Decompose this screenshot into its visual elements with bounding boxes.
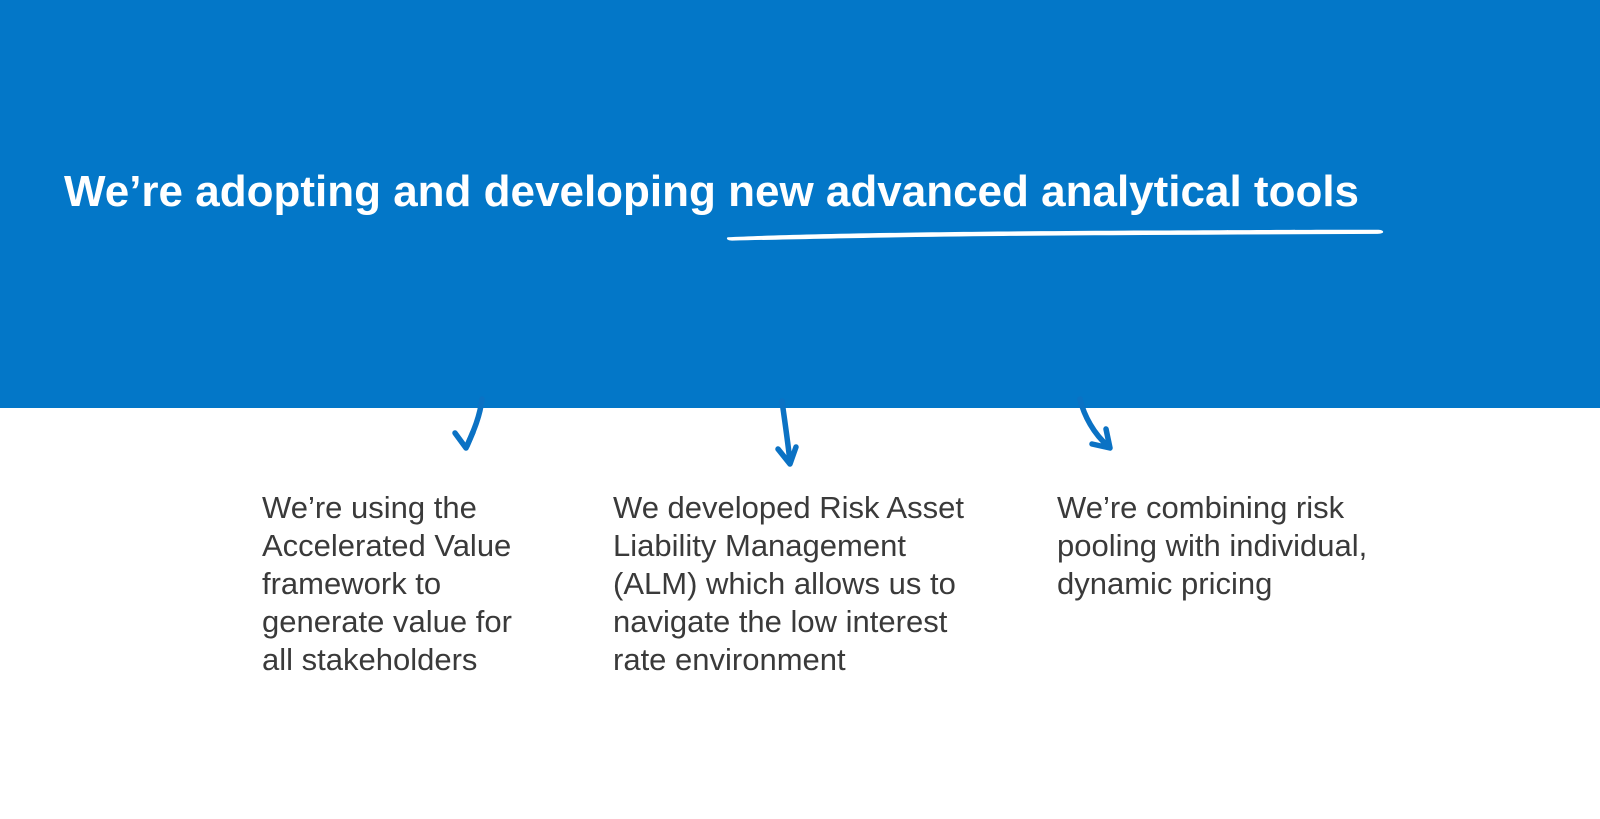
down-arrow-middle-icon [768,398,804,472]
hand-drawn-underline [722,226,1387,242]
title-underlined-phrase [728,164,1359,220]
slide-title [64,164,1359,220]
card-accelerated-value: We’re using the Accelerated Value framework to generate value for all stakeholders [262,490,512,677]
card-risk-pooling: We’re combining risk pooling with individual, dynamic pricing [1057,490,1368,601]
card-risk-alm: We developed Risk Asset Liability Management (ALM) which allows us to navigate the low interest rate environment [613,490,964,677]
title-underlined-text: new advanced analytical tools [728,167,1360,216]
down-arrow-right-icon [1068,396,1120,458]
banner [0,0,1600,408]
title-regular-text: We’re adopting and developing [64,167,729,216]
down-arrow-left-icon [448,396,496,460]
